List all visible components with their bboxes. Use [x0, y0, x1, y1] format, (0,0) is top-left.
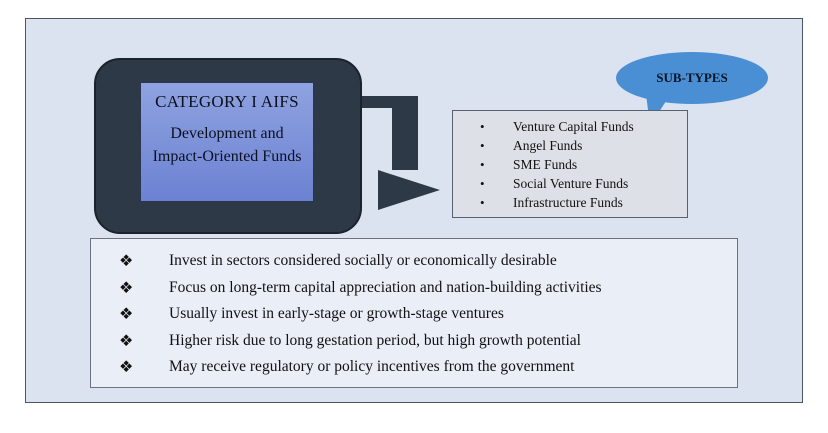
- diamond-bullet-icon: ❖: [119, 304, 134, 323]
- characteristics-list: [90, 238, 738, 388]
- category-subtitle-line2: Impact-Oriented Funds: [152, 148, 302, 165]
- subtype-item: [453, 193, 687, 212]
- bullet-icon: •: [480, 119, 485, 134]
- subtype-label: Infrastructure Funds: [513, 195, 623, 210]
- diamond-bullet-icon: ❖: [119, 357, 134, 376]
- subtype-item: [453, 136, 687, 155]
- subtype-label: SME Funds: [513, 157, 578, 172]
- subtype-item: [453, 117, 687, 136]
- characteristic-item: [91, 248, 737, 275]
- characteristic-item: [91, 301, 737, 328]
- characteristic-text: Higher risk due to long gestation period, but high growth potential: [169, 331, 581, 349]
- characteristic-item: [91, 328, 737, 355]
- diamond-bullet-icon: ❖: [119, 330, 134, 350]
- diamond-bullet-icon: ❖: [119, 277, 134, 297]
- subtypes-list: [452, 110, 688, 218]
- bullet-icon: •: [480, 195, 485, 210]
- bullet-icon: •: [480, 176, 485, 191]
- subtype-label: Venture Capital Funds: [513, 119, 634, 134]
- characteristic-item: [91, 275, 737, 302]
- characteristic-text: Focus on long-term capital appreciation and nation-building activities: [169, 278, 602, 296]
- category-title: CATEGORY I AIFS: [155, 92, 299, 111]
- category-subtitle-line1: Development and: [170, 125, 284, 142]
- subtype-item: [453, 174, 687, 193]
- subtype-label: Angel Funds: [513, 138, 583, 153]
- characteristic-text: Invest in sectors considered socially or economically desirable: [169, 252, 557, 269]
- characteristic-text: May receive regulatory or policy incentives from the government: [169, 358, 575, 375]
- bullet-icon: •: [480, 157, 485, 172]
- bullet-icon: •: [480, 138, 485, 153]
- subtypes-callout: [616, 52, 768, 104]
- subtype-item: [453, 155, 687, 174]
- characteristic-item: [91, 354, 737, 381]
- subtypes-callout-label: SUB-TYPES: [656, 70, 728, 85]
- diamond-bullet-icon: ❖: [119, 251, 134, 270]
- subtype-label: Social Venture Funds: [513, 176, 629, 191]
- characteristic-text: Usually invest in early-stage or growth-stage ventures: [169, 305, 504, 322]
